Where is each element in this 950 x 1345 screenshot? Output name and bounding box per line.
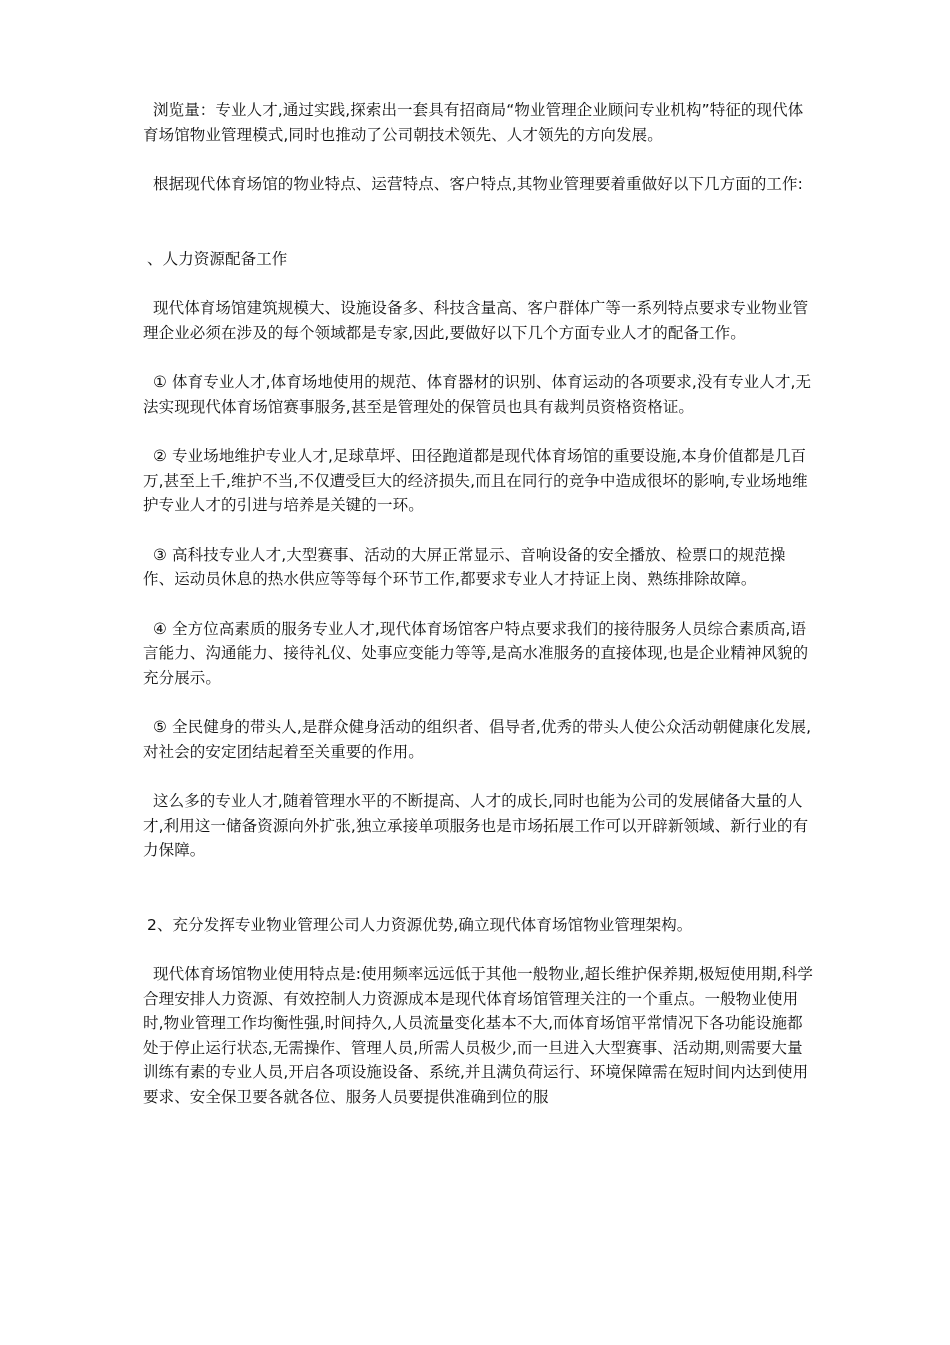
section-heading-management-structure: 2、充分发挥专业物业管理公司人力资源优势,确立现代体育场馆物业管理架构。 xyxy=(147,915,693,934)
list-item-venue-maintenance: ② 专业场地维护专业人才,足球草坪、田径跑道都是现代体育场馆的重要设施,本身价值都是几百万,甚至上千,维护不当,不仅遭受巨大的经济损失,而且在同行的竞争中造成很坏的影响,专业场地维护专业人才的引进与培养是关键的一环。 xyxy=(143,447,808,514)
list-item-sports-talent: ① 体育专业人才,体育场地使用的规范、体育器材的识别、体育运动的各项要求,没有专业人才,无法实现现代体育场馆赛事服务,甚至是管理处的保管员也具有裁判员资格资格证。 xyxy=(143,373,812,416)
section-heading-hr-staffing: 、人力资源配备工作 xyxy=(147,249,288,268)
list-item-tech-talent: ③ 高科技专业人才,大型赛事、活动的大屏正常显示、音响设备的安全播放、检票口的规范操作、运动员休息的热水供应等等每个环节工作,都要求专业人才持证上岗、熟练排除故障。 xyxy=(143,545,786,588)
list-item-fitness-leader: ⑤ 全民健身的带头人,是群众健身活动的组织者、倡导者,优秀的带头人使公众活动朝健康化发展,对社会的安定团结起着至关重要的作用。 xyxy=(143,718,812,761)
document-body xyxy=(143,98,815,1109)
list-item-service-talent: ④ 全方位高素质的服务专业人才,现代体育场馆客户特点要求我们的接待服务人员综合素质高,语言能力、沟通能力、接待礼仪、处事应变能力等等,是高水准服务的直接体现,也是企业精神风貌的充分展示。 xyxy=(143,619,809,687)
paragraph-talent-reserve: 这么多的专业人才,随着管理水平的不断提高、人才的成长,同时也能为公司的发展储备大量的人才,利用这一储备资源向外扩张,独立承接单项服务也是市场拓展工作可以开辟新领域、新行业的有力保障。 xyxy=(143,792,809,859)
paragraph-usage-characteristics: 现代体育场馆物业使用特点是:使用频率远远低于其他一般物业,超长维护保养期,极短使用期,科学合理安排人力资源、有效控制人力资源成本是现代体育场馆管理关注的一个重点。一般物业使用时,物业管理工作均衡性强,时间持久,人员流量变化基本不大,而体育场馆平常情况下各功能设施都处于停止运行状态,无需操作、管理人员,所需人员极少,而一旦进入大型赛事、活动期,则需要大量训练有素的专业人员,开启各项设施设备、系统,并且满负荷运行、环境保障需在短时间内达到使用要求、安全保卫要各就各位、服务人员要提供准确到位的服 xyxy=(143,965,814,1106)
paragraph-intro: 浏览量：专业人才,通过实践,探索出一套具有招商局“物业管理企业顾问专业机构”特征的现代体育场馆物业管理模式,同时也推动了公司朝技术领先、人才领先的方向发展。 xyxy=(143,101,804,144)
paragraph-staffing-requirements: 现代体育场馆建筑规模大、设施设备多、科技含量高、客户群体广等一系列特点要求专业物业管理企业必须在涉及的每个领域都是专家,因此,要做好以下几个方面专业人才的配备工作。 xyxy=(143,299,809,342)
paragraph-overview: 根据现代体育场馆的物业特点、运营特点、客户特点,其物业管理要着重做好以下几方面的工作: xyxy=(153,175,803,193)
